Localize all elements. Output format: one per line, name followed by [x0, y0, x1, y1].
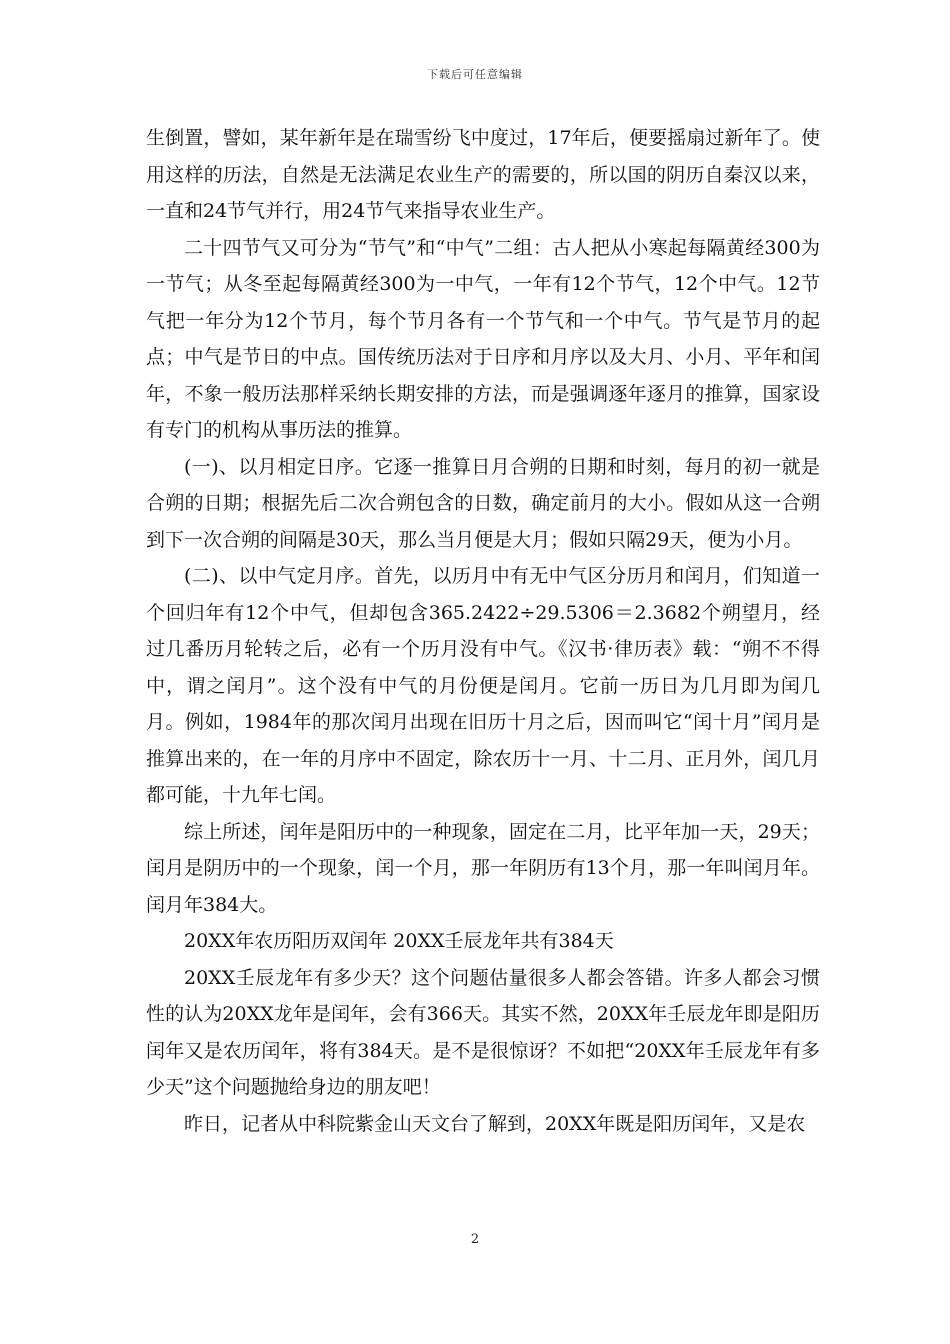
paragraph: 20XX壬辰龙年有多少天？这个问题估量很多人都会答错。许多人都会习惯性的认为20XX龙年是闰年，会有366天。其实不然，20XX年壬辰龙年即是阳历闰年又是农历闰年，将有384天。是不是很惊讶？不如把“20XX年壬辰龙年有多少天”这个问题抛给身边的朋友吧！	[146, 966, 820, 1098]
paragraph: (二)、以中气定月序。首先，以历月中有无中气区分历月和闰月，们知道一个回归年有12个中气，但却包含365.2422÷29.5306＝2.3682个朔望月，经过几番历月轮转之后，必有一个历月没有中气。《汉书·律历表》载：“朔不不得中，谓之闰月”。这个没有中气的月份便是闰月。它前一历日为几月即为闰几月。例如，1984年的那次闰月出现在旧历十月之后，因而叫它“闰十月”闰月是推算出来的，在一年的月序中不固定，除农历十一月、十二月、正月外，闰几月都可能，十九年七闰。	[146, 565, 820, 806]
paragraph: (一)、以月相定日序。它逐一推算日月合朔的日期和时刻，每月的初一就是合朔的日期；根据先后二次合朔包含的日数，确定前月的大小。假如从这一合朔到下一次合朔的间隔是30天，那么当月便是大月；假如只隔29天，便为小月。	[146, 455, 820, 551]
paragraph: 昨日，记者从中科院紫金山天文台了解到，20XX年既是阳历闰年，又是农	[184, 1112, 806, 1135]
document-body	[146, 120, 820, 1142]
paragraph: 生倒置，譬如，某年新年是在瑞雪纷飞中度过，17年后，便要摇扇过新年了。使用这样的历法，自然是无法满足农业生产的需要的，所以国的阴历自秦汉以来，一直和24节气并行，用24节气来指导农业生产。	[146, 127, 820, 222]
page-number: 2	[470, 1232, 480, 1247]
paragraph: 综上所述，闰年是阳历中的一种现象，固定在二月，比平年加一天，29天；闰月是阴历中的一个现象，闰一个月，那一年阴历有13个月，那一年叫闰月年。闰月年384大。	[146, 820, 820, 916]
page-header: 下载后可任意编辑	[427, 68, 523, 81]
section-heading: 20XX年农历阳历双闰年 20XX壬辰龙年共有384天	[184, 930, 614, 952]
paragraph: 二十四节气又可分为“节气”和“中气”二组：古人把从小寒起每隔黄经300为一节气；从冬至起每隔黄经300为一中气，一年有12个节气，12个中气。12节气把一年分为12个节月，每个节月各有一个节气和一个中气。节气是节月的起点；中气是节日的中点。国传统历法对于日序和月序以及大月、小月、平年和闰年，不象一般历法那样采纳长期安排的方法，而是强调逐年逐月的推算，国家设有专门的机构从事历法的推算。	[146, 236, 820, 441]
